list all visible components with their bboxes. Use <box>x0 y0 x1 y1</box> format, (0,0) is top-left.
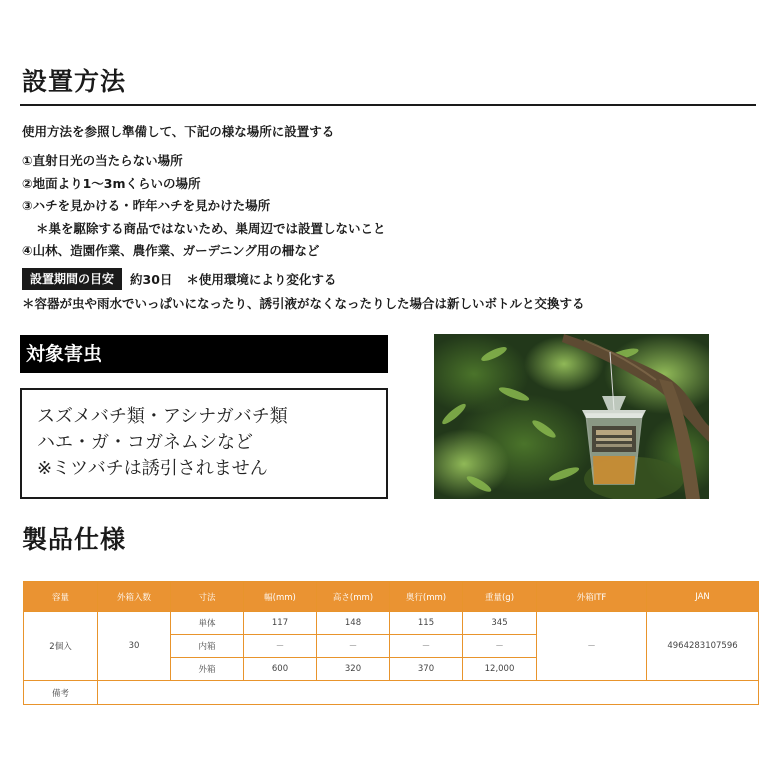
height-cell: 320 <box>317 658 390 681</box>
header-depth: 奥行(mm) <box>390 582 463 612</box>
height-cell: － <box>317 635 390 658</box>
width-cell: 600 <box>244 658 317 681</box>
jan-cell: 4964283107596 <box>647 612 759 681</box>
spec-table <box>23 581 759 705</box>
setup-step-note: ＊巣を駆除する商品ではないため、巣周辺では設置しないこと <box>36 220 386 236</box>
dimension-label: 単体 <box>171 612 244 635</box>
note-label: 備考 <box>24 681 98 705</box>
capacity-cell: 2個入 <box>24 612 98 681</box>
note-value <box>98 681 759 705</box>
pest-line: ※ミツバチは誘引されません <box>37 458 268 479</box>
setup-title: 設置方法 <box>22 67 127 96</box>
trap-in-tree-image <box>434 334 709 499</box>
dimension-label: 内箱 <box>171 635 244 658</box>
product-photo <box>434 334 709 499</box>
header-jan: JAN <box>647 582 759 612</box>
spec-title: 製品仕様 <box>22 525 127 554</box>
setup-step: ②地面より1～3mくらいの場所 <box>22 175 201 191</box>
weight-cell: 345 <box>463 612 537 635</box>
header-itf: 外箱ITF <box>537 582 647 612</box>
header-dimension: 寸法 <box>171 582 244 612</box>
header-height: 高さ(mm) <box>317 582 390 612</box>
width-cell: 117 <box>244 612 317 635</box>
period-note: ＊使用環境により変化する <box>186 272 337 287</box>
itf-cell: － <box>537 612 647 681</box>
setup-step: ①直射日光の当たらない場所 <box>22 153 183 168</box>
pest-line: ハエ・ガ・コガネムシなど <box>37 432 253 453</box>
depth-cell: 370 <box>390 658 463 681</box>
header-width: 幅(mm) <box>244 582 317 612</box>
replace-note: ＊容器が虫や雨水でいっぱいになったり、誘引液がなくなったりした場合は新しいボトルと交換する <box>22 296 585 311</box>
spec-header-row <box>24 582 759 612</box>
height-cell: 148 <box>317 612 390 635</box>
depth-cell: － <box>390 635 463 658</box>
header-case-qty: 外箱入数 <box>98 582 171 612</box>
pests-title: 対象害虫 <box>20 335 388 373</box>
case-qty-cell: 30 <box>98 612 171 681</box>
period-row <box>22 268 336 290</box>
table-row <box>24 681 759 705</box>
title-divider <box>20 104 756 106</box>
dimension-label: 外箱 <box>171 658 244 681</box>
depth-cell: 115 <box>390 612 463 635</box>
period-badge: 設置期間の目安 <box>22 268 122 290</box>
width-cell: － <box>244 635 317 658</box>
weight-cell: 12,000 <box>463 658 537 681</box>
pests-box <box>20 388 388 499</box>
setup-step: ③ハチを見かける・昨年ハチを見かけた場所 <box>22 198 271 213</box>
setup-step: ④山林、造園作業、農作業、ガーデニング用の柵など <box>22 243 320 258</box>
weight-cell: － <box>463 635 537 658</box>
period-value: 約30日 <box>130 272 173 287</box>
header-weight: 重量(g) <box>463 582 537 612</box>
table-row <box>24 612 759 635</box>
setup-lead: 使用方法を参照し準備して、下記の様な場所に設置する <box>22 124 335 139</box>
setup-steps <box>22 150 386 263</box>
header-capacity: 容量 <box>24 582 98 612</box>
pest-line: スズメバチ類・アシナガバチ類 <box>37 406 288 427</box>
